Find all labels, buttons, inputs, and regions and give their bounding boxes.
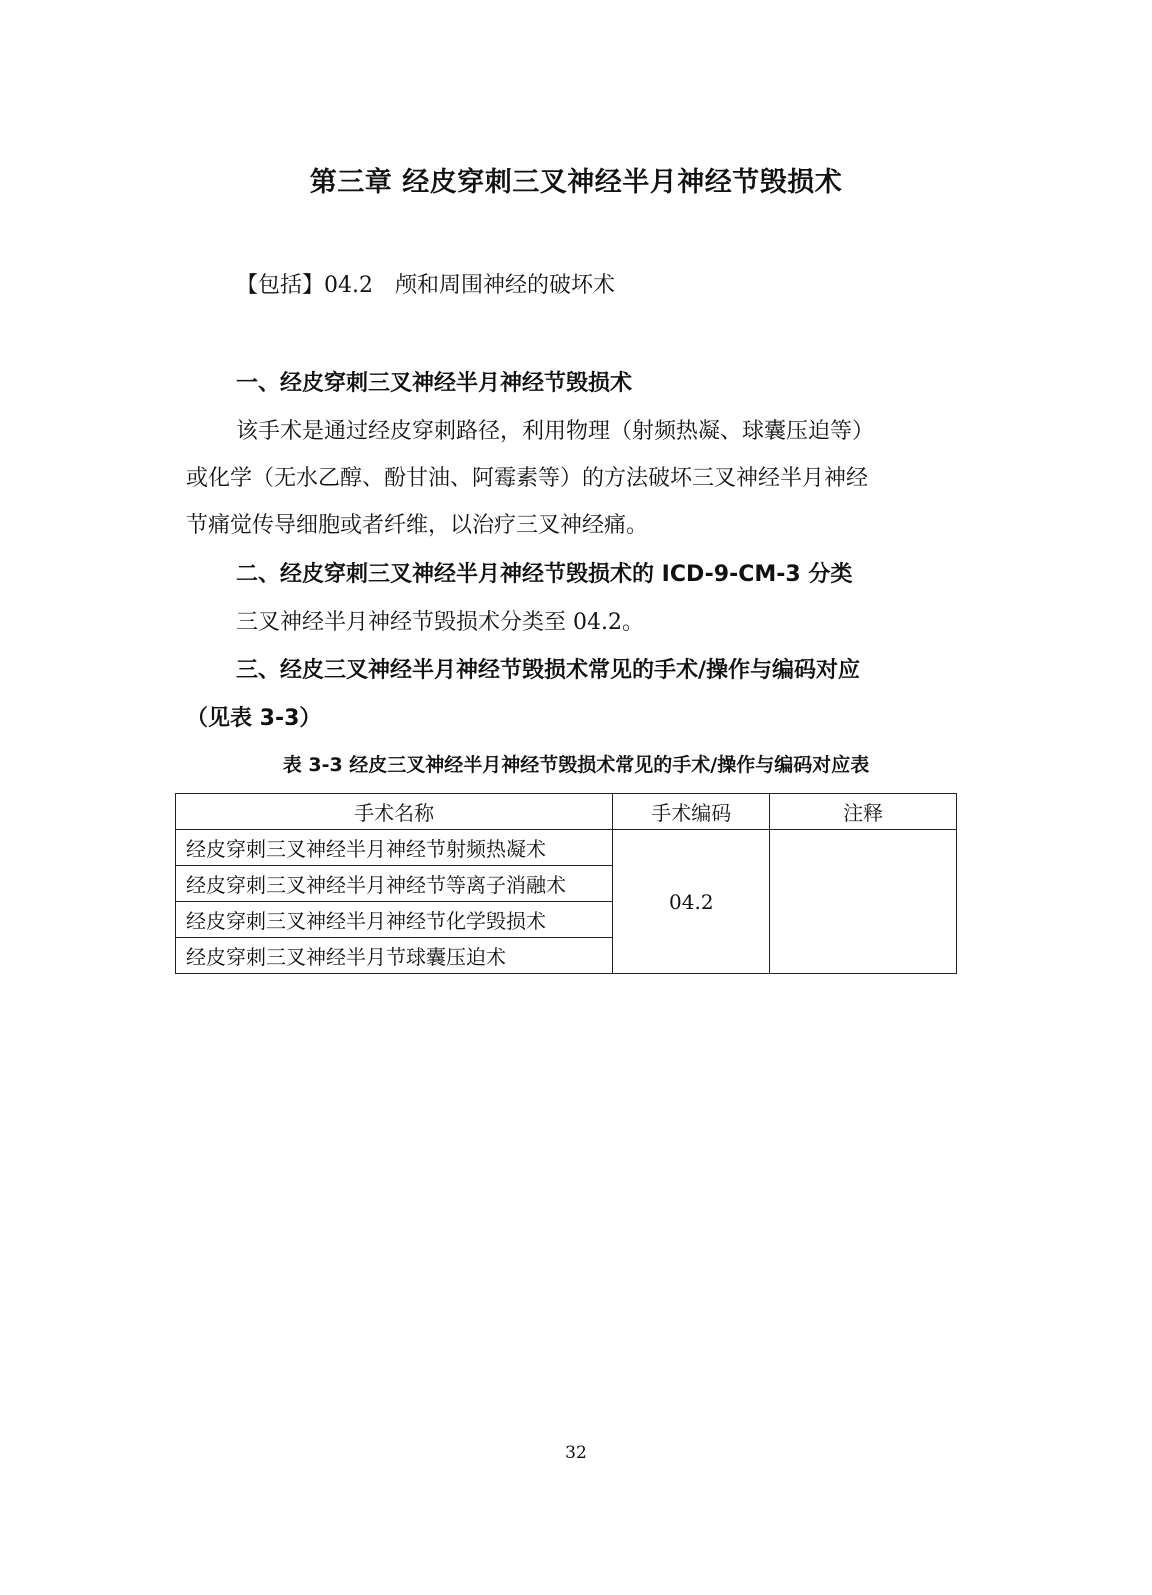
section-2-text: 三叉神经半月神经节毁损术分类至 04.2。 [236, 610, 644, 635]
includes-label: 【包括】04.2 [236, 273, 373, 298]
section-1-heading: 一、经皮穿刺三叉神经半月神经节毁损术 [236, 371, 633, 396]
section-1-line-2: 或化学（无水乙醇、酚甘油、阿霉素等）的方法破坏三叉神经半月神经 [186, 466, 869, 491]
section-1-line-1: 该手术是通过经皮穿刺路径，利用物理（射频热凝、球囊压迫等） [236, 419, 875, 444]
includes-text: 颅和周围神经的破坏术 [395, 273, 616, 298]
page-number: 32 [565, 1443, 587, 1463]
table-row [176, 830, 957, 866]
section-2-heading: 二、经皮穿刺三叉神经半月神经节毁损术的 ICD-9-CM-3 分类 [236, 562, 853, 587]
table-header-row [176, 794, 957, 830]
procedure-code-cell: 04.2 [613, 830, 770, 974]
procedure-name-cell: 经皮穿刺三叉神经半月神经节射频热凝术 [176, 830, 613, 866]
note-cell [770, 830, 957, 974]
procedure-name-cell: 经皮穿刺三叉神经半月神经节等离子消融术 [176, 866, 613, 902]
header-procedure-code: 手术编码 [613, 794, 770, 830]
section-3-heading-continued: （见表 3-3） [186, 706, 322, 731]
header-note: 注释 [770, 794, 957, 830]
section-3-heading: 三、经皮三叉神经半月神经节毁损术常见的手术/操作与编码对应 [236, 658, 861, 683]
table-caption: 表 3-3 经皮三叉神经半月神经节毁损术常见的手术/操作与编码对应表 [282, 754, 870, 776]
includes-line [236, 268, 615, 299]
procedure-name-cell: 经皮穿刺三叉神经半月神经节化学毁损术 [176, 902, 613, 938]
procedure-code-table [175, 793, 957, 974]
header-procedure-name: 手术名称 [176, 794, 613, 830]
section-1-line-3: 节痛觉传导细胞或者纤维，以治疗三叉神经痛。 [186, 513, 649, 538]
chapter-title: 第三章 经皮穿刺三叉神经半月神经节毁损术 [309, 167, 843, 198]
procedure-name-cell: 经皮穿刺三叉神经半月节球囊压迫术 [176, 938, 613, 974]
